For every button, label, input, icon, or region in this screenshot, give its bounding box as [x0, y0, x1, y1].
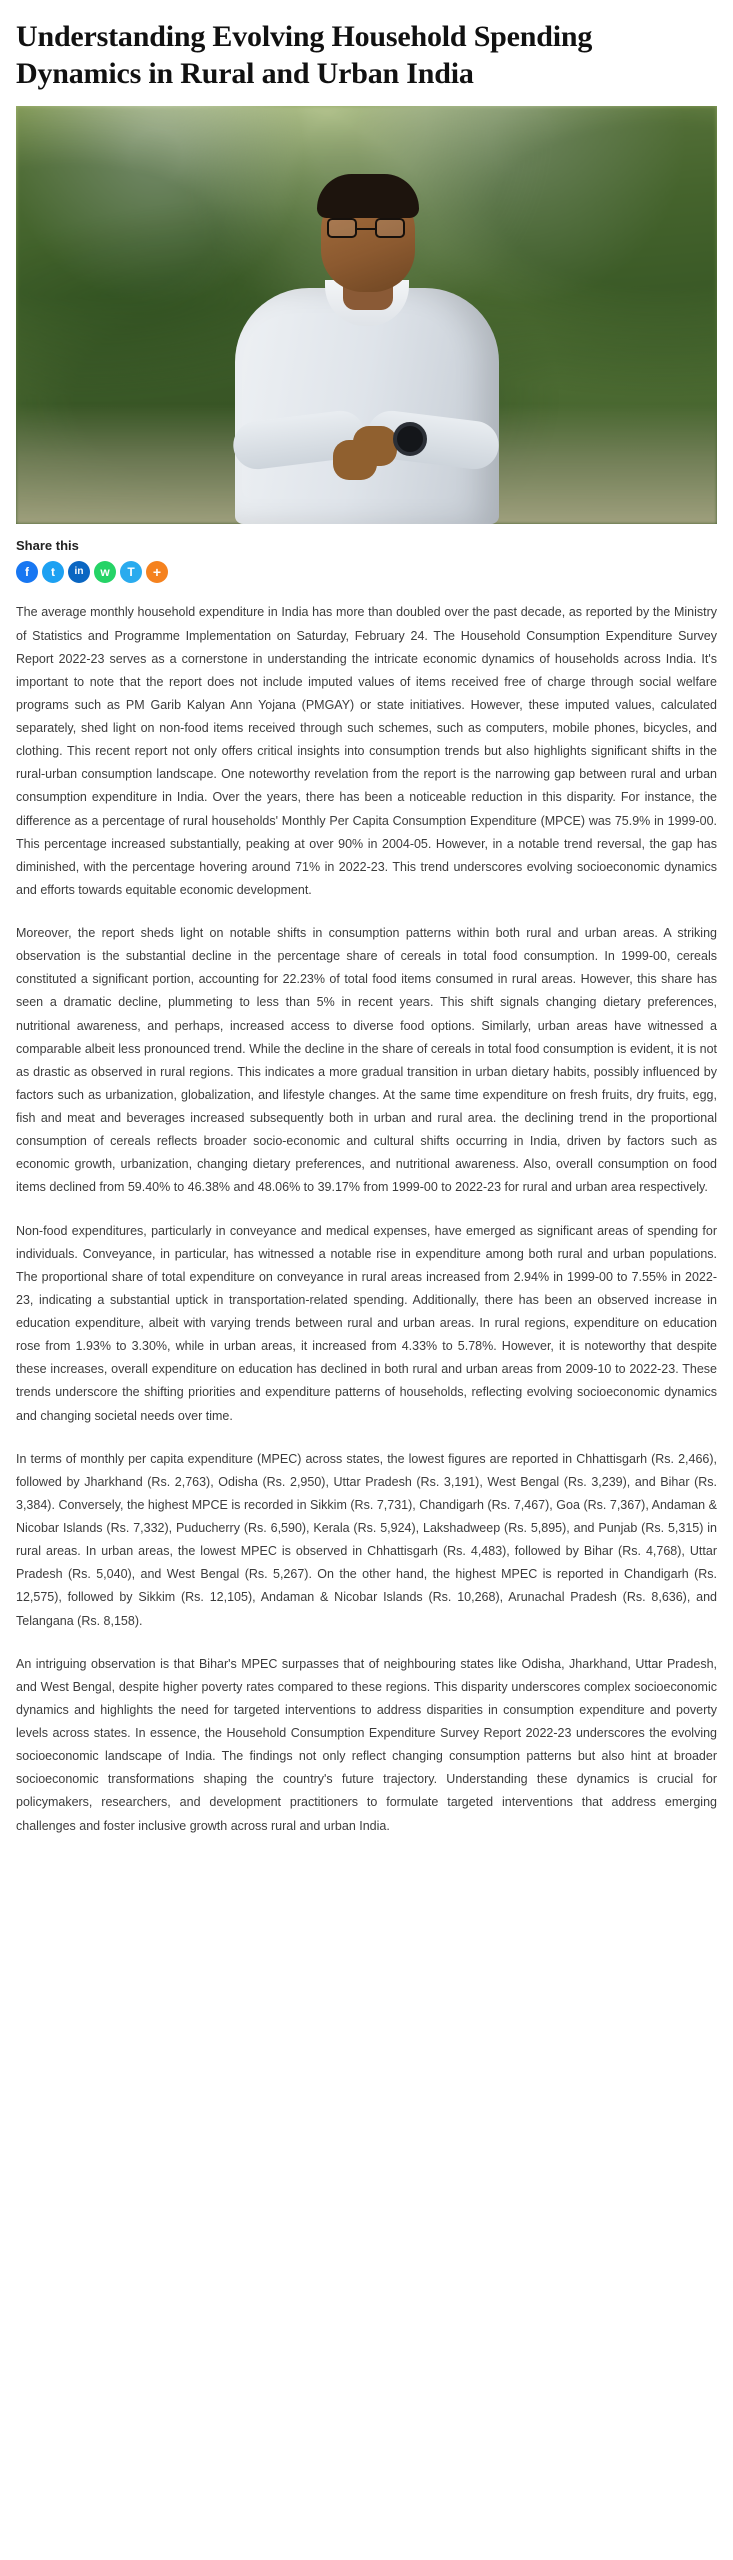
body-paragraph: The average monthly household expenditure in India has more than doubled over the past decade, as reported by the Ministry of Statistics and Programme Implementation on Saturday, February 24. The Household Consumption Expenditure Survey Report 2022-23 serves as a cornerstone in understanding the intricate economic dynamics of households across India. It's important to note that the report does not include imputed values of items received free of charge through social welfare programs such as PM Garib Kalyan Ann Yojana (PMGAY) or state initiatives. However, these imputed values, calculated separately, shed light on non-food items received through such schemes, such as computers, mobile phones, bicycles, and clothing. This recent report not only offers critical insights into consumption trends but also highlights significant shifts in the rural-urban consumption landscape. One noteworthy revelation from the report is the narrowing gap between rural and urban consumption expenditure in India. Over the years, there has been a noticeable reduction in this disparity. For instance, the difference as a percentage of rural households' Monthly Per Capita Consumption Expenditure (MPCE) was 75.9% in 1999-00. This percentage increased substantially, peaking at over 90% in 2004-05. However, in a notable trend reversal, the gap has diminished, with the percentage hovering around 71% in 2022-23. This trend underscores evolving socioeconomic dynamics and efforts towards equitable economic development.	[16, 605, 717, 897]
person-hair	[317, 174, 419, 218]
body-paragraph: Non-food expenditures, particularly in conveyance and medical expenses, have emerged as significant areas of spending for individuals. Conveyance, in particular, has witnessed a notable rise in expenditure among both rural and urban populations. The proportional share of total expenditure on conveyance in rural areas increased from 2.94% in 1999-00 to 7.55% in 2022-23, indicating a substantial uptick in transportation-related spending. Additionally, there has been an observed increase in education expenditure, albeit with varying trends between rural and urban areas. In rural regions, expenditure on education rose from 1.93% to 3.30%, while in urban areas, it increased from 4.33% to 5.78%. However, it is noteworthy that despite these increases, overall expenditure on education has declined in both rural and urban areas from 2009-10 to 2022-23. These trends underscore the shifting priorities and expenditure patterns of households, reflecting evolving socioeconomic dynamics and changing societal needs over time.	[16, 1223, 717, 1423]
share-label: Share this	[16, 538, 79, 554]
share-whatsapp-icon[interactable]	[94, 561, 116, 583]
person-hand-right	[333, 440, 377, 480]
share-more-icon[interactable]	[146, 561, 168, 583]
person-glasses-left	[327, 218, 357, 238]
person-glasses-bridge	[357, 228, 375, 230]
page-title: Understanding Evolving Household Spending Dynamics in Rural and Urban India	[16, 20, 593, 91]
hero-image	[16, 106, 717, 524]
body-paragraph: Moreover, the report sheds light on notable shifts in consumption patterns within both rural and urban areas. A striking observation is the substantial decline in the percentage share of cereals in total food consumption. In 1999-00, cereals constituted a significant portion, accounting for 22.23% of total food items consumed in rural areas. However, this share has seen a dramatic decline, plummeting to less than 5% in recent years. This shift signals changing dietary preferences, nutritional awareness, and perhaps, increased access to diverse food options. Similarly, urban areas have witnessed a comparable albeit less pronounced trend. While the decline in the share of cereals in total food consumption is evident, it is not as drastic as observed in rural regions. This indicates a more gradual transition in urban dietary habits, possibly influenced by factors such as urbanization, globalization, and lifestyle changes. At the same time expenditure on fresh fruits, dry fruits, egg, fish and meat and beverages increased subsequently both in urban and rural area. the declining trend in the proportional consumption of cereals reflects broader socio-economic and cultural shifts occurring in India, driven by factors such as economic growth, urbanization, changing dietary preferences, and nutritional awareness. Also, overall consumption on food items declined from 59.40% to 46.38% and 48.06% to 39.17% from 1999-00 to 2022-23 for rural and urban area respectively.	[16, 926, 717, 1195]
person-glasses-right	[375, 218, 405, 238]
body-paragraph: In terms of monthly per capita expenditure (MPEC) across states, the lowest figures are reported in Chhattisgarh (Rs. 2,466), followed by Jharkhand (Rs. 2,763), Odisha (Rs. 2,950), Uttar Pradesh (Rs. 3,191), West Bengal (Rs. 3,239), and Bihar (Rs. 3,384). Conversely, the highest MPCE is recorded in Sikkim (Rs. 7,731), Chandigarh (Rs. 7,467), Goa (Rs. 7,367), Andaman & Nicobar Islands (Rs. 7,332), Puducherry (Rs. 6,590), Kerala (Rs. 5,924), Lakshadweep (Rs. 5,895), and Punjab (Rs. 5,315) in rural areas. In urban areas, the lowest MPEC is observed in Chhattisgarh (Rs. 4,483), followed by Bihar (Rs. 4,768), Uttar Pradesh (Rs. 5,040), and West Bengal (Rs. 5,267). On the other hand, the highest MPEC is reported in Chandigarh (Rs. 12,575), followed by Sikkim (Rs. 12,105), Andaman & Nicobar Islands (Rs. 10,268), Arunachal Pradesh (Rs. 8,636), and Telangana (Rs. 8,158).	[16, 1451, 717, 1628]
share-facebook-icon[interactable]	[16, 561, 38, 583]
hero-person	[217, 194, 517, 524]
share-telegram-glyph: T	[127, 565, 135, 580]
share-twitter-icon[interactable]	[42, 561, 64, 583]
share-twitter-glyph: t	[51, 565, 55, 580]
person-wristwatch	[393, 422, 427, 456]
body-paragraph: An intriguing observation is that Bihar's MPEC surpasses that of neighbouring states like Odisha, Jharkhand, Uttar Pradesh, and West Bengal, despite higher poverty rates compared to these regions. This disparity underscores complex socioeconomic dynamics and highlights the need for targeted interventions to address disparities in consumption expenditure and poverty levels across states. In essence, the Household Consumption Expenditure Survey Report 2022-23 underscores the evolving socioeconomic landscape of India. The findings not only reflect changing consumption patterns but also hint at broader socioeconomic transformations shaping the country's future trajectory. Understanding these dynamics is crucial for policymakers, researchers, and development practitioners to formulate targeted interventions that address emerging challenges and foster inclusive growth across rural and urban India.	[16, 1656, 717, 1833]
share-linkedin-icon[interactable]	[68, 561, 90, 583]
share-facebook-glyph: f	[25, 565, 29, 580]
share-telegram-icon[interactable]	[120, 561, 142, 583]
share-linkedin-glyph: in	[74, 566, 84, 578]
share-whatsapp-glyph: w	[100, 565, 110, 580]
share-more-glyph: +	[152, 564, 162, 581]
share-bar	[16, 561, 717, 583]
article-body	[16, 601, 717, 1837]
